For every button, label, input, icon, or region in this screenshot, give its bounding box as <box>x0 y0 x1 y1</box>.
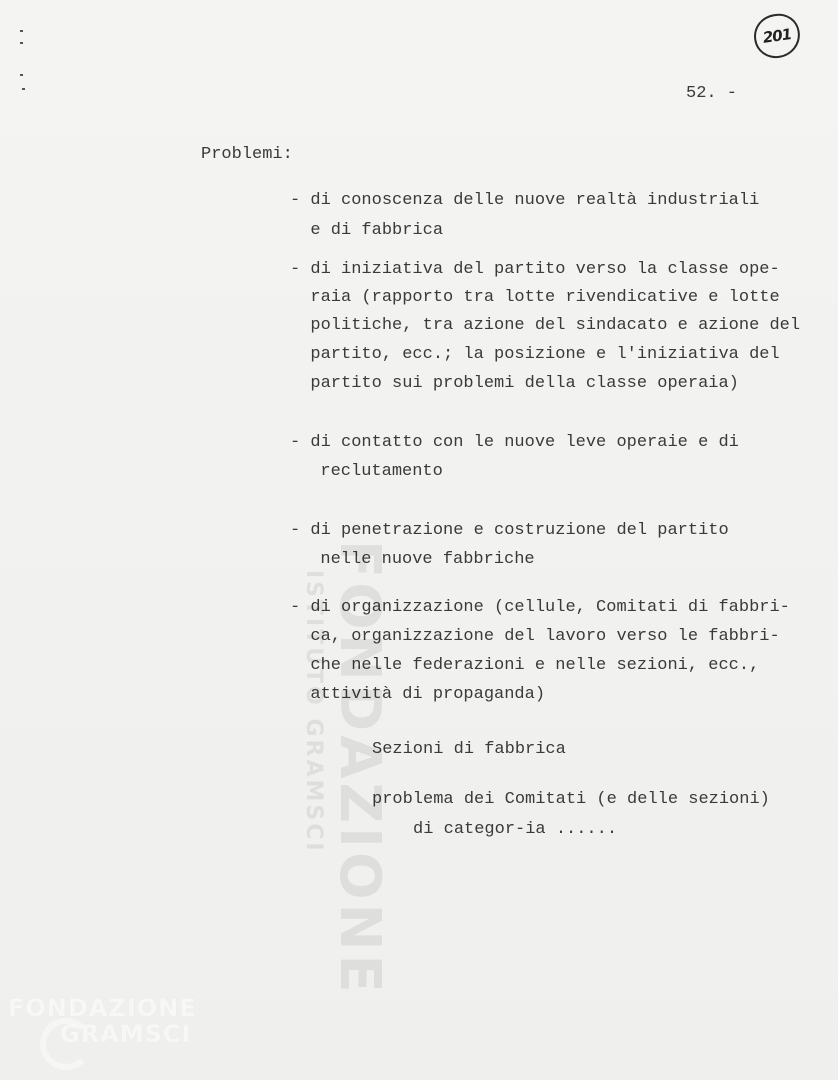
watermark-text: ISTITUTO GRAMSCI <box>301 570 326 854</box>
margin-mark <box>20 74 23 76</box>
item-line: e di fabbrica <box>290 221 444 240</box>
logo-g-icon <box>40 1018 92 1070</box>
item-line: raia (rapporto tra lotte rivendicative e lotte <box>290 288 780 307</box>
item-line: - di organizzazione (cellule, Comitati di fabbri- <box>290 598 790 617</box>
archive-stamp-number: 201 <box>751 11 803 61</box>
subheading: Sezioni di fabbrica <box>372 740 566 759</box>
background-watermark <box>300 540 420 997</box>
margin-mark <box>20 42 23 44</box>
watermark-text: FONDAZIONE <box>327 540 392 997</box>
item-line: - di iniziativa del partito verso la classe ope- <box>290 260 780 279</box>
item-line: reclutamento <box>300 462 443 481</box>
closing-line: di categor-ia ...... <box>362 820 618 839</box>
margin-mark <box>22 88 25 90</box>
closing-line: problema dei Comitati (e delle sezioni) <box>372 790 770 809</box>
foundation-logo <box>8 990 208 1070</box>
page-number: 52. - <box>686 84 738 103</box>
item-line: ca, organizzazione del lavoro verso le fabbri- <box>290 627 780 646</box>
logo-line1: FONDAZIONE <box>8 994 197 1022</box>
section-heading: Problemi: <box>201 145 293 164</box>
item-line: - di contatto con le nuove leve operaie e di <box>290 433 739 452</box>
item-line: che nelle federazioni e nelle sezioni, ecc., <box>290 656 760 675</box>
item-line: - di conoscenza delle nuove realtà industriali <box>290 191 760 210</box>
item-line: attività di propaganda) <box>290 685 546 704</box>
item-line: partito sui problemi della classe operaia) <box>290 374 739 393</box>
margin-mark <box>20 30 23 32</box>
item-line: - di penetrazione e costruzione del partito <box>290 521 729 540</box>
item-line: nelle nuove fabbriche <box>300 550 535 569</box>
item-line: partito, ecc.; la posizione e l'iniziativa del <box>290 345 780 364</box>
logo-line2: GRAMSCI <box>60 1020 192 1048</box>
item-line: politiche, tra azione del sindacato e azione del <box>290 316 801 335</box>
